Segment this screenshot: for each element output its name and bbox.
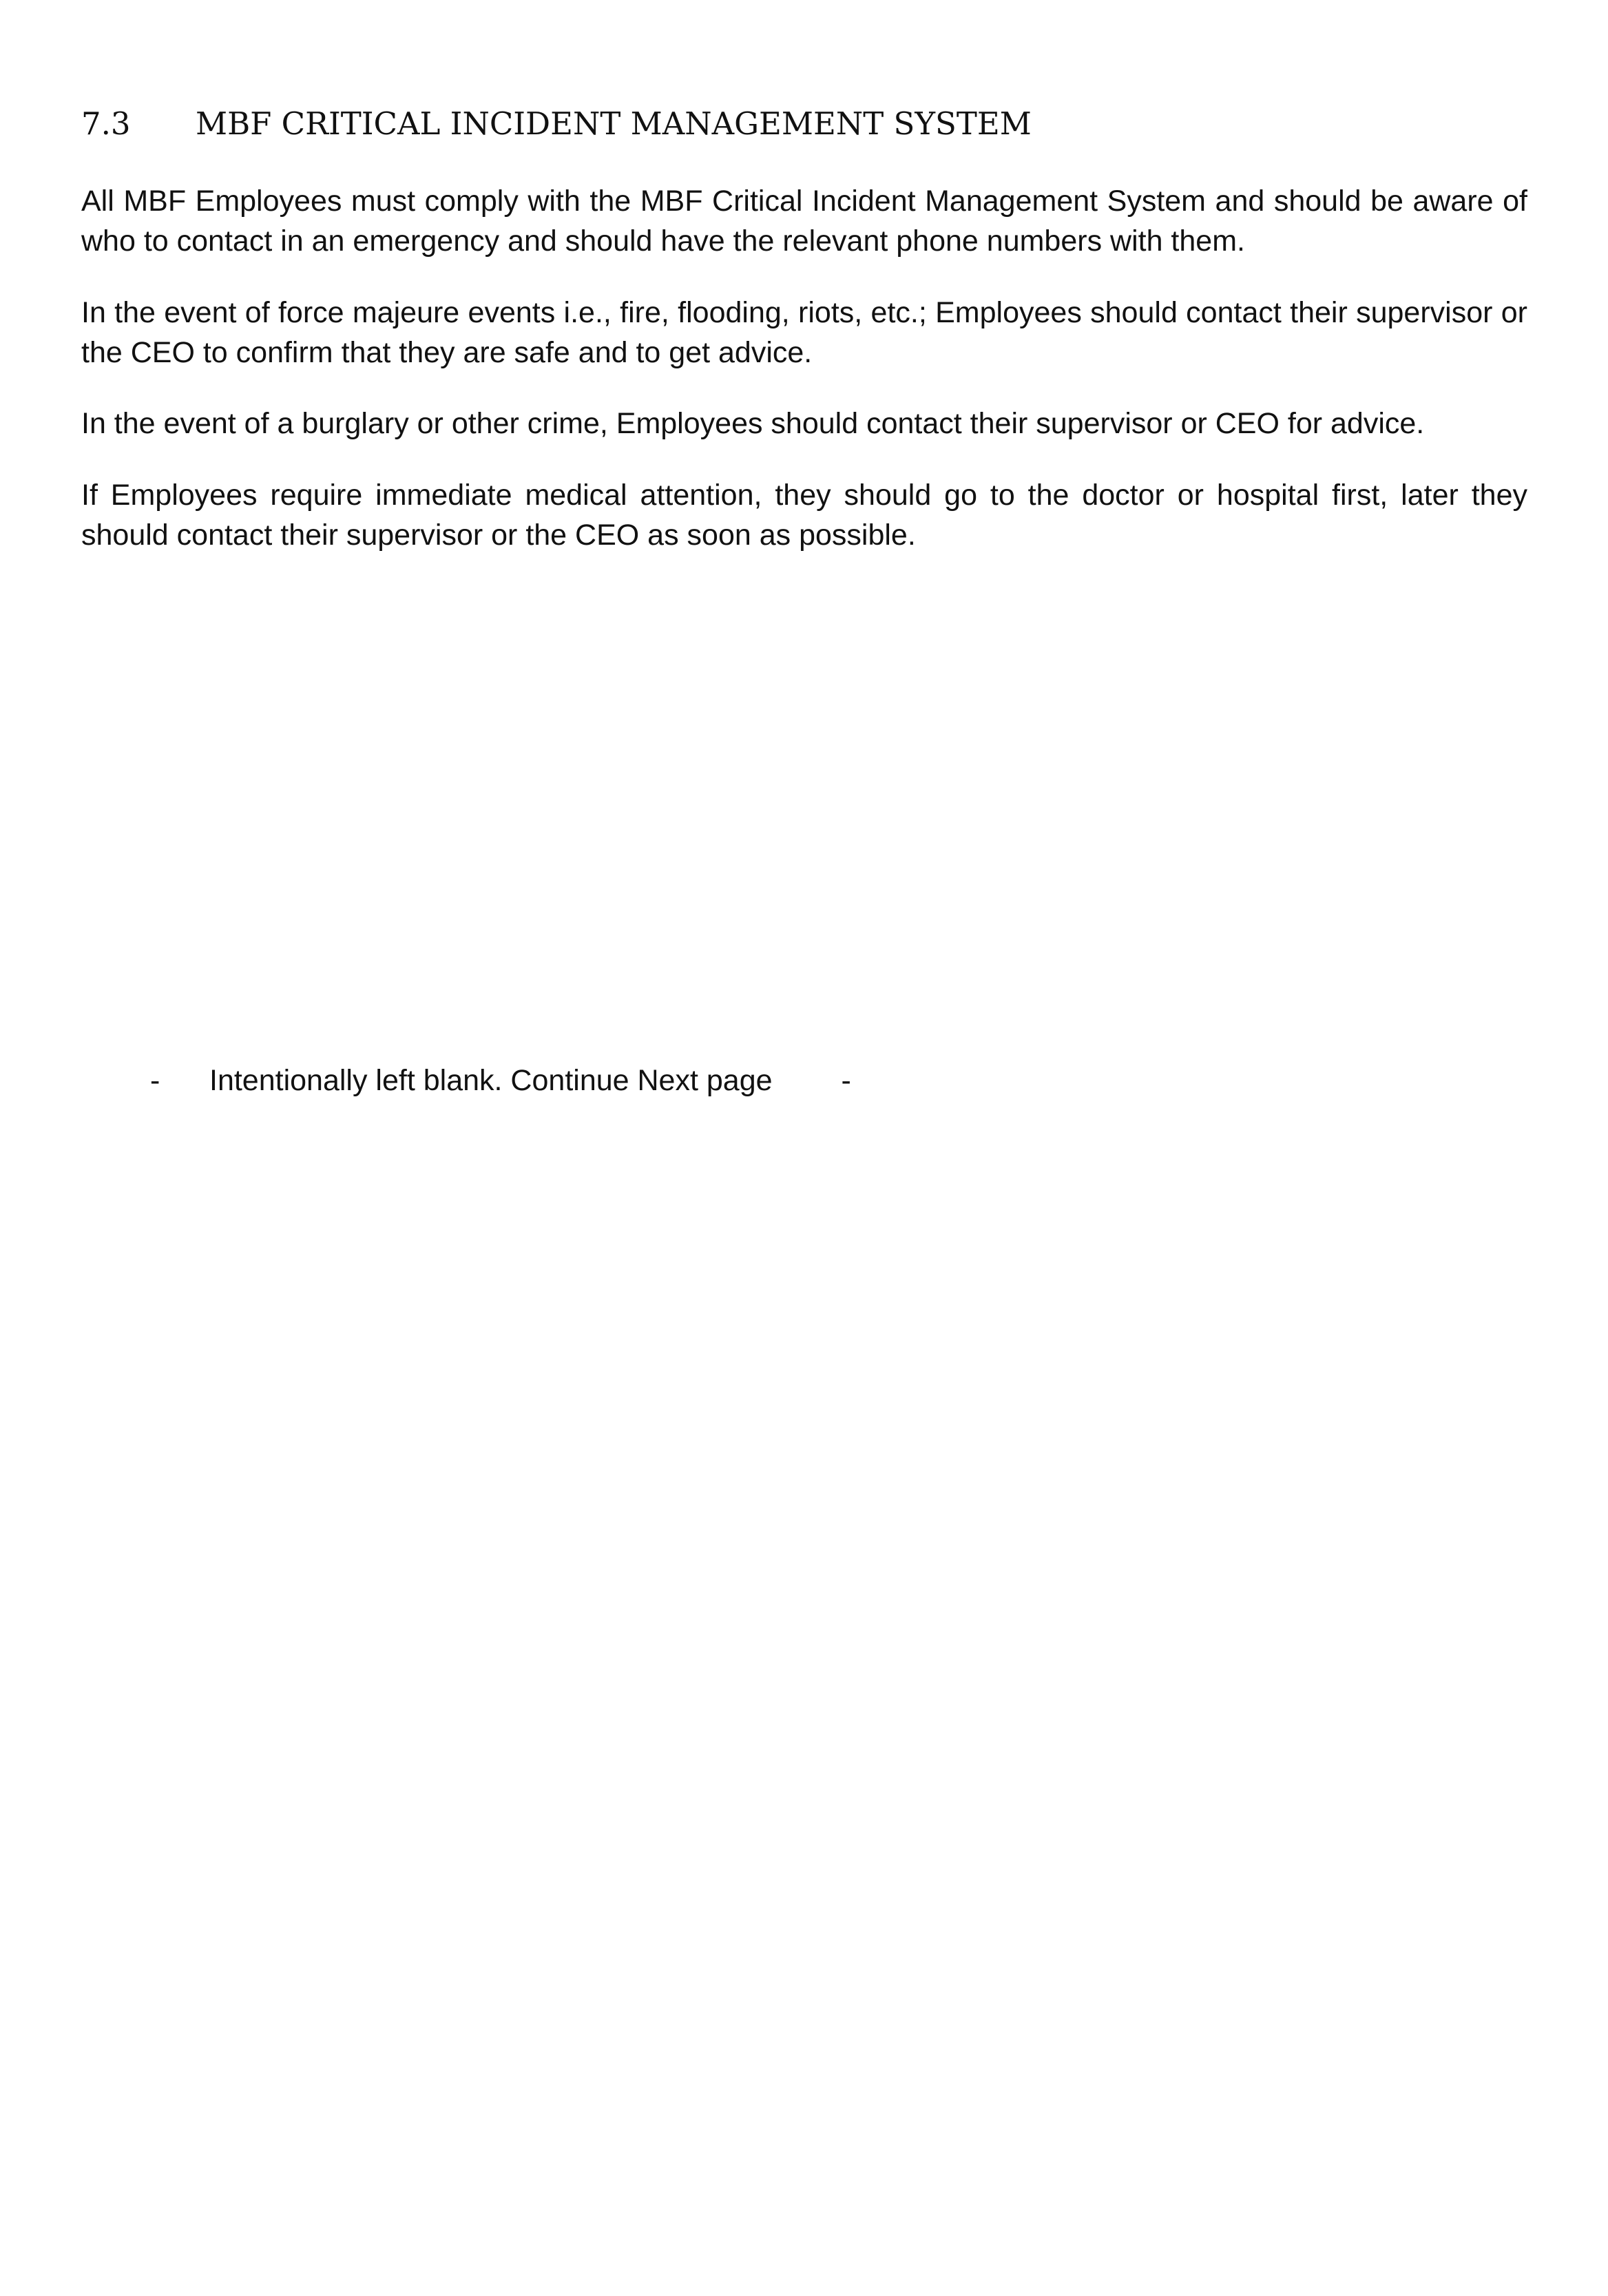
paragraph-force-majeure: In the event of force majeure events i.e., fire, flooding, riots, etc.; Employees should contact their supervisor or the CEO to confirm that they are safe and to get advice.	[81, 296, 1527, 369]
intentionally-blank-note	[150, 1061, 851, 1100]
section-number: 7.3	[81, 105, 131, 142]
blank-note-dash-right: -	[841, 1064, 851, 1097]
blank-note-dash-left: -	[150, 1064, 160, 1097]
paragraph-medical: If Employees require immediate medical attention, they should go to the doctor or hospital first, later they should contact their supervisor or the CEO as soon as possible.	[81, 479, 1527, 552]
section-heading	[81, 103, 1527, 145]
paragraph-compliance: All MBF Employees must comply with the MBF Critical Incident Management System and should be aware of who to contact in an emergency and should have the relevant phone numbers with them.	[81, 185, 1527, 258]
blank-note-text: Intentionally left blank. Continue Next page	[209, 1064, 773, 1097]
section-title: MBF CRITICAL INCIDENT MANAGEMENT SYSTEM	[196, 105, 1032, 142]
paragraph-burglary: In the event of a burglary or other crime, Employees should contact their supervisor or CEO for advice.	[81, 407, 1425, 440]
